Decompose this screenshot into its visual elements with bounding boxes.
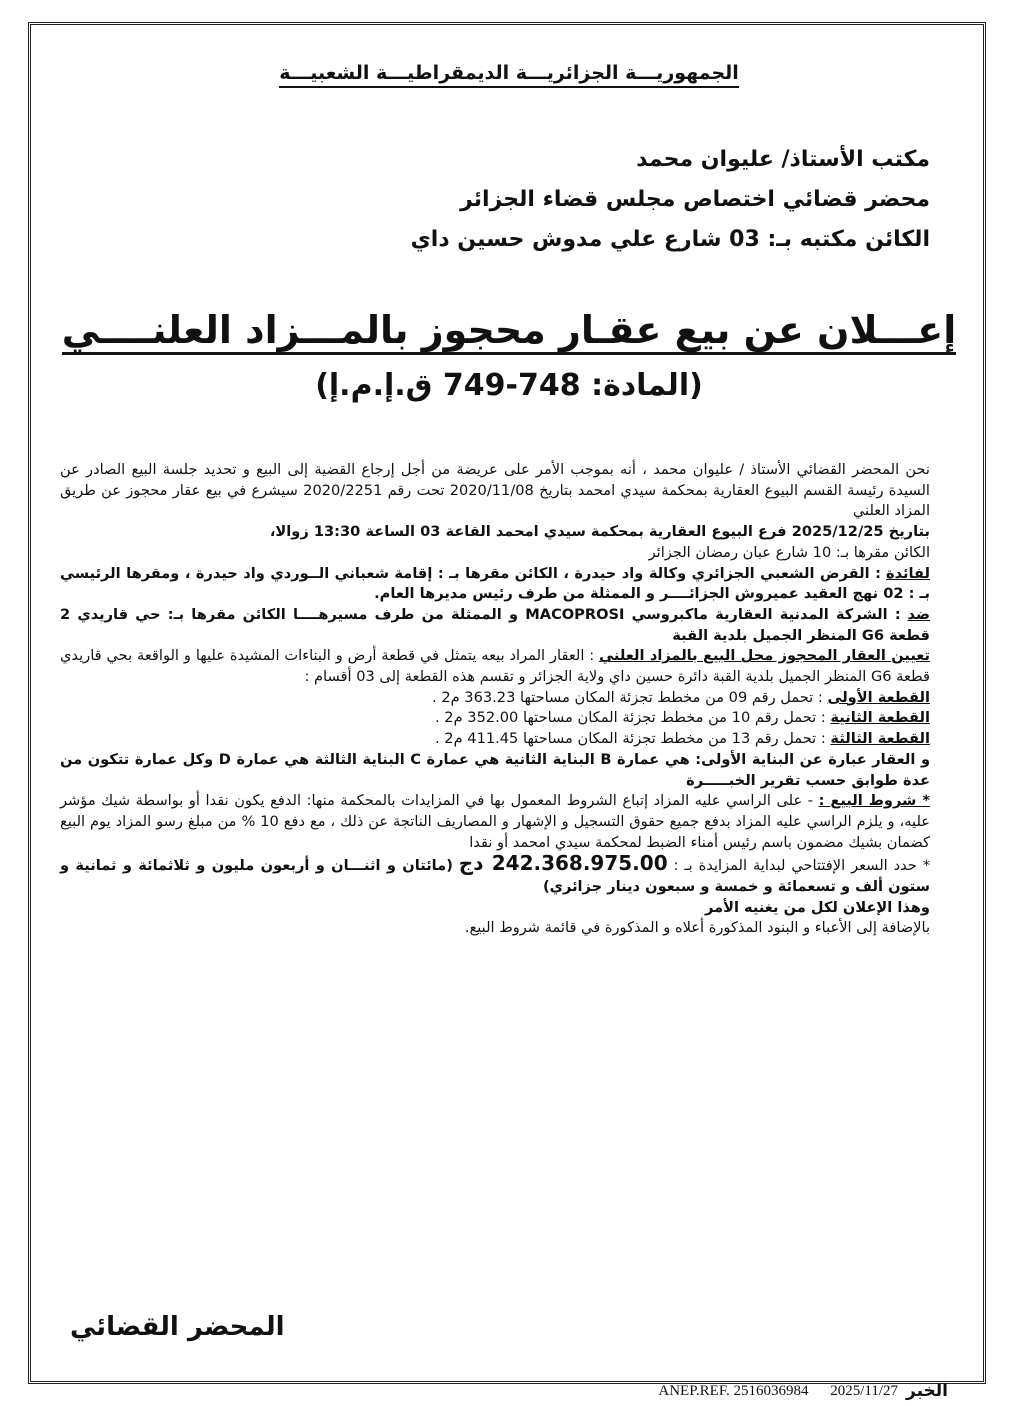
plot-3-text: : تحمل رقم 13 من مخطط تجزئة المكان مساحتها 411.45 م2 .	[435, 730, 826, 748]
office-block	[411, 140, 930, 260]
closing-line: بالإضافة إلى الأعباء و البنود المذكورة أعلاه و المذكورة في قائمة شروط البيع.	[464, 919, 930, 937]
sale-date-line: بتاريخ 2025/12/25 فرع البيوع العقارية بمحكمة سيدي امحمد القاعة 03 الساعة 13:30 زوالا،	[269, 523, 930, 541]
office-line-1: مكتب الأستاذ/ عليوان محمد	[636, 147, 930, 172]
property-paragraph	[60, 646, 930, 687]
conditions-label: * شروط البيع :	[818, 792, 931, 810]
anep-reference: ANEP.REF. 2516036984	[658, 1383, 809, 1399]
plot-2-label: القطعة الثانية	[830, 709, 930, 727]
newspaper-name: الخبر	[906, 1381, 948, 1401]
conditions-paragraph	[60, 791, 930, 853]
plot-1-label: القطعة الأولى	[827, 688, 930, 706]
signature-title: المحضر القضائي	[70, 1312, 285, 1342]
plot-3	[60, 729, 930, 750]
plot-3-label: القطعة الثالثة	[830, 730, 930, 748]
announcement-title: إعـــلان عن بيع عقـار محجوز بالمـــزاد العلنــــي	[60, 308, 958, 352]
office-line-2: محضر قضائي اختصاص مجلس قضاء الجزائر	[460, 187, 930, 212]
beneficiary-text: : القرض الشعبي الجزائري وكالة واد حيدرة ، الكائن مقرها بـ : إقامة شعباني الــوردي واد حيدرة ، ومقرها الرئيسي بـ : 02 نهج العقيد عميروش الجزائــــر و الممثلة من طرف رئيس مديرها العام.	[60, 564, 930, 603]
court-address-line: الكائن مقرها بـ: 10 شارع عبان رمضان الجزائر	[648, 543, 930, 561]
price-prefix: * حدد السعر الإفتتاحي لبداية المزايدة بـ :	[673, 857, 931, 875]
property-text: : العقار المراد بيعه يتمثل في قطعة أرض و البناءات المشيدة عليها و الواقعة بحي قاريدي قطعة G6 المنظر الجميل بلدية القبة دائرة حسين داي ولاية الجزائر و تقسم هذه القطعة إلى 03 أقسام :	[60, 647, 930, 686]
plot-1-text: : تحمل رقم 09 من مخطط تجزئة المكان مساحتها 363.23 م2 .	[432, 688, 823, 706]
republic-header: الجمهوريـــة الجزائريـــة الديمقراطيـــة الشعبيـــة	[0, 62, 1018, 84]
plot-2	[60, 708, 930, 729]
plot-1	[60, 688, 930, 709]
price-paragraph	[60, 853, 930, 897]
buildings-paragraph: و العقار عبارة عن البناية الأولى: هي عمارة B البناية الثانية هي عمارة C البناية الثالثة هي عمارة D وكل عمارة تتكون من عدة طوابق حسب تقرير الخبـــــرة	[60, 750, 931, 789]
conditions-text: - على الراسي عليه المزاد إتباع الشروط المعمول بها في المزايدات بالمحكمة منها: الدفع يكون نقدا أو بواسطة شيك مؤشر عليه، و يلزم الراسي عليه المزاد بدفع جميع حقوق التسجيل و الإشهار و المصاريف الناتجة عن ذلك ، مع دفع 10 % من مبلغ رسو المزاد يوم البيع كضمان بشيك مضمون باسم رئيس أمناء الضبط لمحكمة سيدي امحمد أو نقدا	[60, 792, 930, 851]
footer-reference	[640, 1383, 898, 1400]
notice-line: وهذا الإعلان لكل من يغنيه الأمر	[704, 898, 930, 916]
against-text: : الشركة المدنية العقارية ماكبروسي MACOPROSI و الممثلة من طرف مسيرهــــا الكائن مقرها بـ: حي قاريدي 2 قطعة G6 المنظر الجميل بلدية القبة	[60, 605, 930, 644]
price-words: (مائتان و اثنـــان و أربعون مليون و ثلاثمائة و ثمانية و ستون ألف و تسعمائة و خمسة و سبعون دينار جزائري)	[60, 857, 930, 896]
plot-2-text: : تحمل رقم 10 من مخطط تجزئة المكان مساحتها 352.00 م2 .	[435, 709, 826, 727]
beneficiary-paragraph	[60, 564, 930, 605]
against-paragraph	[60, 605, 930, 646]
article-reference: (المادة: 748-749 ق.إ.م.إ)	[315, 368, 703, 403]
publication-date: 2025/11/27	[830, 1383, 898, 1399]
price-amount: 242.368.975.00 دج	[458, 851, 668, 876]
beneficiary-label: لفائدة	[886, 564, 930, 582]
against-label: ضد	[907, 605, 931, 623]
property-label: تعيين العقار المحجوز محل البيع بالمزاد العلني	[599, 647, 930, 665]
announcement-body	[60, 460, 930, 939]
intro-paragraph: نحن المحضر القضائي الأستاذ / عليوان محمد ، أنه بموجب الأمر على عريضة من أجل إرجاع القضية إلى البيع و تحديد جلسة البيع الصادر عن السيدة رئيسة القسم البيوع العقارية بمحكمة سيدي امحمد بتاريخ 2020/11/08 تحت رقم 2020/2251 سيشرع في بيع عقار محجوز عن طريق المزاد العلني	[60, 461, 930, 520]
office-line-3: الكائن مكتبه بـ: 03 شارع علي مدوش حسين داي	[410, 227, 930, 252]
